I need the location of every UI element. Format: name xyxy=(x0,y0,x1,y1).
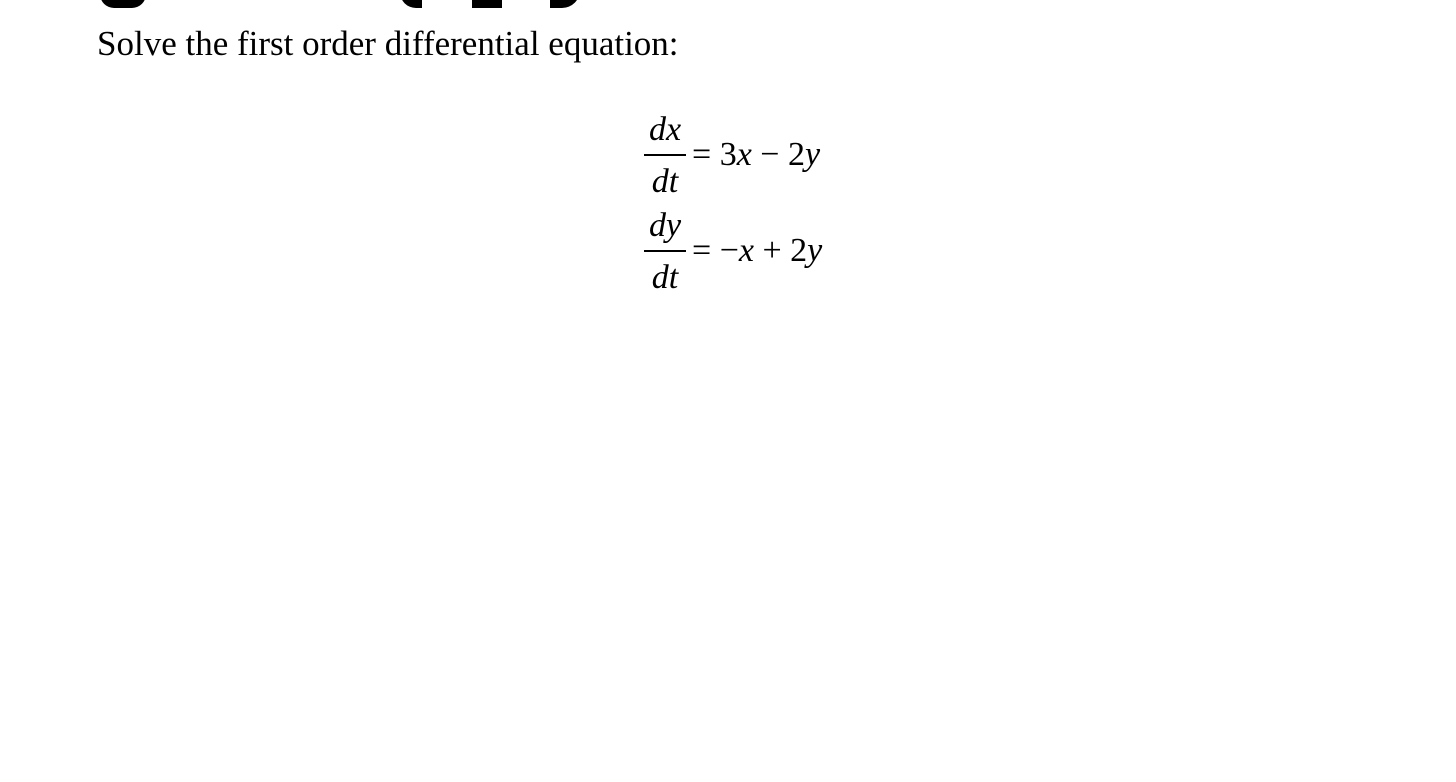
variable: y xyxy=(804,136,821,173)
variable: x xyxy=(738,232,754,269)
fraction-denominator: dt xyxy=(651,259,679,296)
fraction-bar xyxy=(644,154,686,156)
variable: x xyxy=(736,136,752,173)
variable: y xyxy=(807,232,823,269)
equals-sign: = xyxy=(692,136,712,173)
coefficient: 2 xyxy=(787,136,805,173)
equals-sign: = xyxy=(692,232,712,269)
fraction-numerator: dx xyxy=(648,111,682,148)
coefficient: 3 xyxy=(719,136,737,173)
fraction-bar xyxy=(644,250,686,252)
fraction-numerator: dy xyxy=(648,207,682,244)
problem-prompt: Solve the first order differential equation: xyxy=(97,24,679,63)
equation-right-side xyxy=(692,231,822,271)
operator: + xyxy=(762,232,782,269)
minus-sign: − xyxy=(719,232,739,269)
operator: − xyxy=(760,136,780,173)
fraction-denominator: dt xyxy=(651,163,679,200)
coefficient: 2 xyxy=(790,232,808,269)
cropped-heading xyxy=(100,0,620,10)
equation-right-side xyxy=(692,135,820,175)
